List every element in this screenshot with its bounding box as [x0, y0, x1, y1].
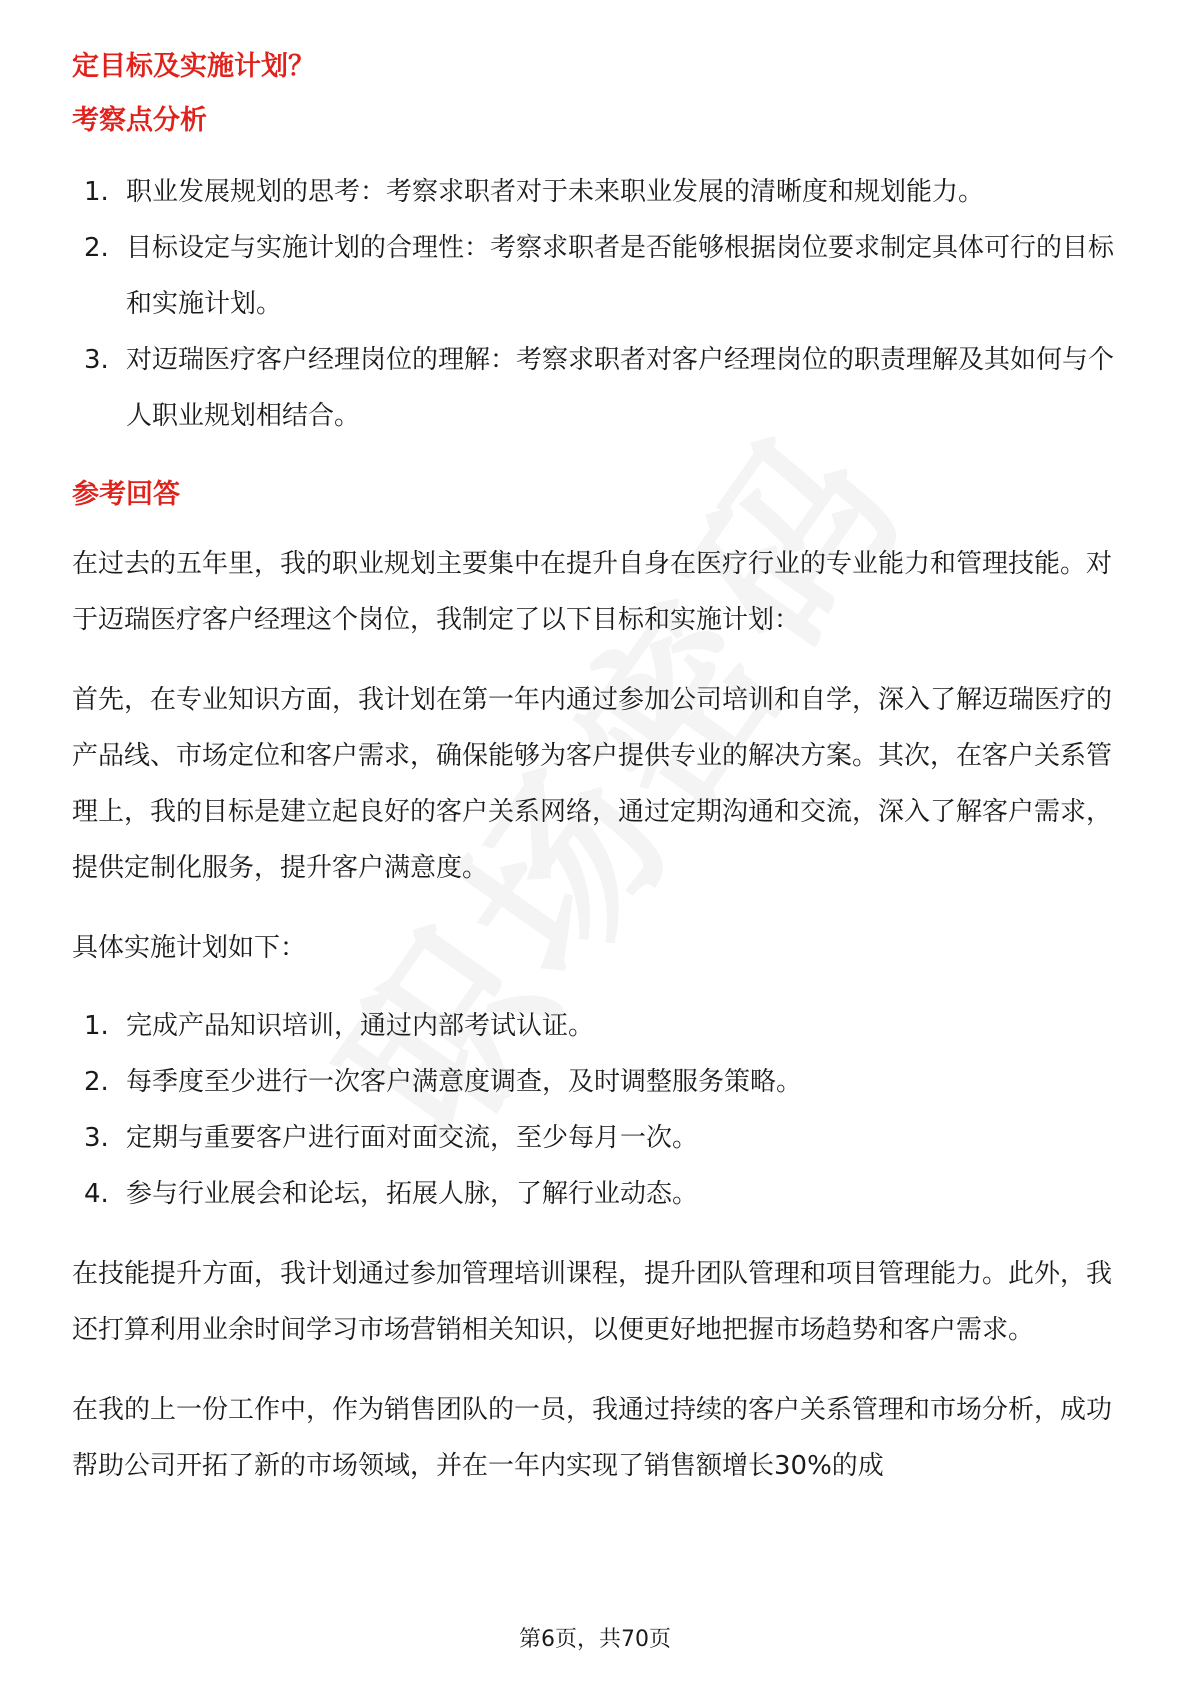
- analysis-list: [72, 164, 1122, 444]
- question-heading: 定目标及实施计划？: [72, 51, 315, 82]
- analysis-heading: 考察点分析: [72, 105, 207, 136]
- list-item: 2. 每季度至少进行一次客户满意度调查，及时调整服务策略。: [84, 1067, 803, 1097]
- paragraph: 在技能提升方面，我计划通过参加管理培训课程，提升团队管理和项目管理能力。此外，我还打算利用业余时间学习市场营销相关知识，以便更好地把握市场趋势和客户需求。: [72, 1259, 1113, 1345]
- paragraph: 在过去的五年里，我的职业规划主要集中在提升自身在医疗行业的专业能力和管理技能。对于迈瑞医疗客户经理这个岗位，我制定了以下目标和实施计划：: [72, 549, 1113, 635]
- paragraph: 首先，在专业知识方面，我计划在第一年内通过参加公司培训和自学，深入了解迈瑞医疗的产品线、市场定位和客户需求，确保能够为客户提供专业的解决方案。其次，在客户关系管理上，我的目标是建立起良好的客户关系网络，通过定期沟通和交流，深入了解客户需求，提供定制化服务，提升客户满意度。: [72, 685, 1113, 883]
- answer-heading: 参考回答: [72, 479, 180, 510]
- spacer: [72, 512, 1122, 536]
- spacer: [72, 1222, 1122, 1246]
- list-item: 1. 完成产品知识培训，通过内部考试认证。: [84, 1011, 595, 1041]
- list-item: 2. 目标设定与实施计划的合理性：考察求职者是否能够根据岗位要求制定具体可行的目标和实施计划。: [84, 233, 1115, 319]
- list-item: 3. 定期与重要客户进行面对面交流，至少每月一次。: [84, 1123, 699, 1153]
- list-item: 3. 对迈瑞医疗客户经理岗位的理解：考察求职者对客户经理岗位的职责理解及其如何与个人职业规划相结合。: [84, 345, 1115, 431]
- list-item: 1. 职业发展规划的思考：考察求职者对于未来职业发展的清晰度和规划能力。: [84, 177, 985, 207]
- spacer: [72, 648, 1122, 672]
- paragraph: 在我的上一份工作中，作为销售团队的一员，我通过持续的客户关系管理和市场分析，成功帮助公司开拓了新的市场领域，并在一年内实现了销售额增长30%的成: [72, 1395, 1113, 1481]
- page-number: 第6页，共70页: [519, 1627, 671, 1652]
- spacer: [72, 896, 1122, 920]
- list-item: 4. 参与行业展会和论坛，拓展人脉，了解行业动态。: [84, 1179, 699, 1209]
- document-body: [72, 50, 1122, 1494]
- paragraph: 具体实施计划如下：: [72, 933, 307, 963]
- spacer: [72, 1358, 1122, 1382]
- plan-list: [72, 998, 1122, 1222]
